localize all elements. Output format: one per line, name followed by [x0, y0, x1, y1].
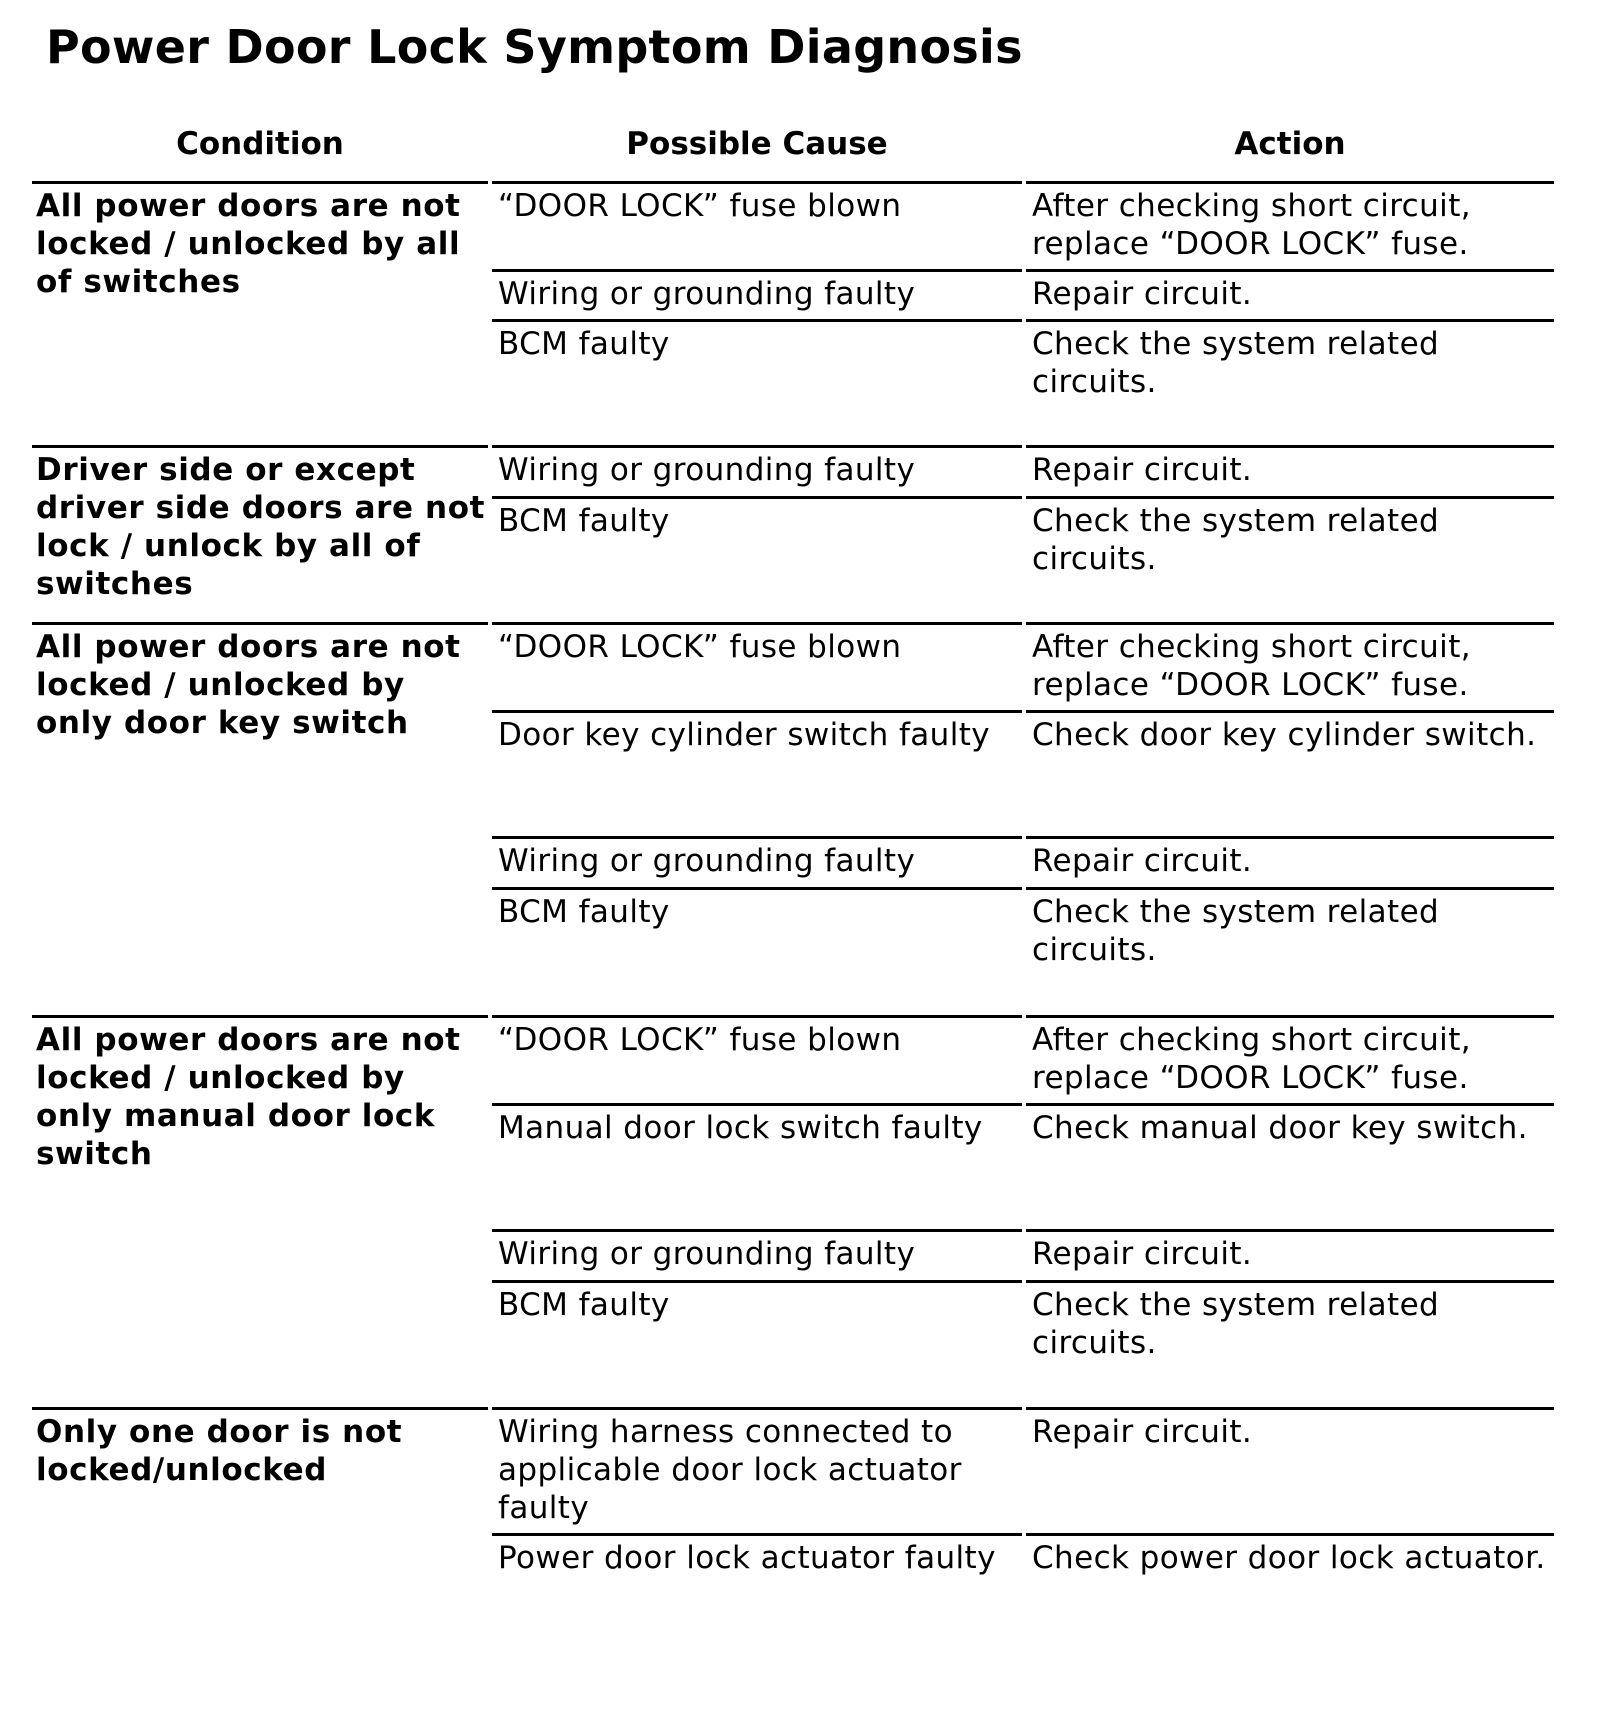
row-divider-cause	[492, 1103, 1022, 1106]
condition-cell: All power doors are not locked / unlocked by all of switches	[36, 188, 461, 300]
row-divider-cause	[492, 622, 1022, 625]
action-cell: Check door key cylinder switch.	[1032, 717, 1537, 753]
cause-cell: BCM faulty	[498, 894, 670, 930]
cause-cell: BCM faulty	[498, 326, 670, 362]
row-divider-action	[1026, 1407, 1554, 1410]
action-cell: Repair circuit.	[1032, 276, 1253, 312]
group-divider-condition	[32, 1407, 488, 1410]
row-divider-cause	[492, 1229, 1022, 1232]
row-divider-action	[1026, 710, 1554, 713]
group-divider-condition	[32, 445, 488, 448]
action-cell: Repair circuit.	[1032, 1414, 1253, 1450]
cause-cell: Wiring or grounding faulty	[498, 276, 916, 312]
row-divider-cause	[492, 1015, 1022, 1018]
row-divider-action	[1026, 319, 1554, 322]
condition-cell: Driver side or except driver side doors are not lock / unlock by all of switches	[36, 452, 486, 602]
action-cell: Check the system related circuits.	[1032, 894, 1440, 968]
row-divider-action	[1026, 836, 1554, 839]
row-divider-cause	[492, 836, 1022, 839]
group-divider-condition	[32, 1015, 488, 1018]
row-divider-action	[1026, 181, 1554, 184]
row-divider-cause	[492, 269, 1022, 272]
column-header-condition: Condition	[176, 126, 344, 162]
row-divider-action	[1026, 1015, 1554, 1018]
row-divider-cause	[492, 1533, 1022, 1536]
group-divider-condition	[32, 181, 488, 184]
row-divider-action	[1026, 622, 1554, 625]
page-title: Power Door Lock Symptom Diagnosis	[46, 20, 1023, 74]
action-cell: Repair circuit.	[1032, 452, 1253, 488]
row-divider-cause	[492, 1280, 1022, 1283]
action-cell: Check the system related circuits.	[1032, 326, 1440, 400]
row-divider-cause	[492, 496, 1022, 499]
cause-cell: Wiring or grounding faulty	[498, 843, 916, 879]
action-cell: Check the system related circuits.	[1032, 503, 1440, 577]
action-cell: Check the system related circuits.	[1032, 1287, 1440, 1361]
cause-cell: “DOOR LOCK” fuse blown	[498, 629, 902, 665]
row-divider-action	[1026, 496, 1554, 499]
action-cell: After checking short circuit, replace “DOOR LOCK” fuse.	[1032, 188, 1472, 262]
cause-cell: “DOOR LOCK” fuse blown	[498, 1022, 902, 1058]
cause-cell: Wiring or grounding faulty	[498, 1236, 916, 1272]
cause-cell: Door key cylinder switch faulty	[498, 717, 991, 753]
cause-cell: Wiring or grounding faulty	[498, 452, 916, 488]
row-divider-cause	[492, 319, 1022, 322]
cause-cell: BCM faulty	[498, 1287, 670, 1323]
cause-cell: BCM faulty	[498, 503, 670, 539]
row-divider-action	[1026, 1103, 1554, 1106]
row-divider-action	[1026, 1229, 1554, 1232]
action-cell: After checking short circuit, replace “DOOR LOCK” fuse.	[1032, 629, 1472, 703]
column-header-action: Action	[1234, 126, 1346, 162]
action-cell: Repair circuit.	[1032, 843, 1253, 879]
row-divider-action	[1026, 445, 1554, 448]
action-cell: After checking short circuit, replace “DOOR LOCK” fuse.	[1032, 1022, 1472, 1096]
column-header-possible-cause: Possible Cause	[626, 126, 888, 162]
row-divider-cause	[492, 1407, 1022, 1410]
row-divider-cause	[492, 445, 1022, 448]
row-divider-action	[1026, 1533, 1554, 1536]
row-divider-cause	[492, 887, 1022, 890]
row-divider-cause	[492, 181, 1022, 184]
cause-cell: Power door lock actuator faulty	[498, 1540, 996, 1576]
cause-cell: “DOOR LOCK” fuse blown	[498, 188, 902, 224]
row-divider-cause	[492, 710, 1022, 713]
condition-cell: All power doors are not locked / unlocked by only door key switch	[36, 629, 461, 741]
action-cell: Check power door lock actuator.	[1032, 1540, 1546, 1576]
cause-cell: Wiring harness connected to applicable door lock actuator faulty	[498, 1414, 962, 1526]
cause-cell: Manual door lock switch faulty	[498, 1110, 983, 1146]
group-divider-condition	[32, 622, 488, 625]
condition-cell: All power doors are not locked / unlocked by only manual door lock switch	[36, 1022, 461, 1172]
action-cell: Check manual door key switch.	[1032, 1110, 1528, 1146]
action-cell: Repair circuit.	[1032, 1236, 1253, 1272]
row-divider-action	[1026, 887, 1554, 890]
condition-cell: Only one door is not locked/unlocked	[36, 1414, 403, 1488]
row-divider-action	[1026, 269, 1554, 272]
row-divider-action	[1026, 1280, 1554, 1283]
